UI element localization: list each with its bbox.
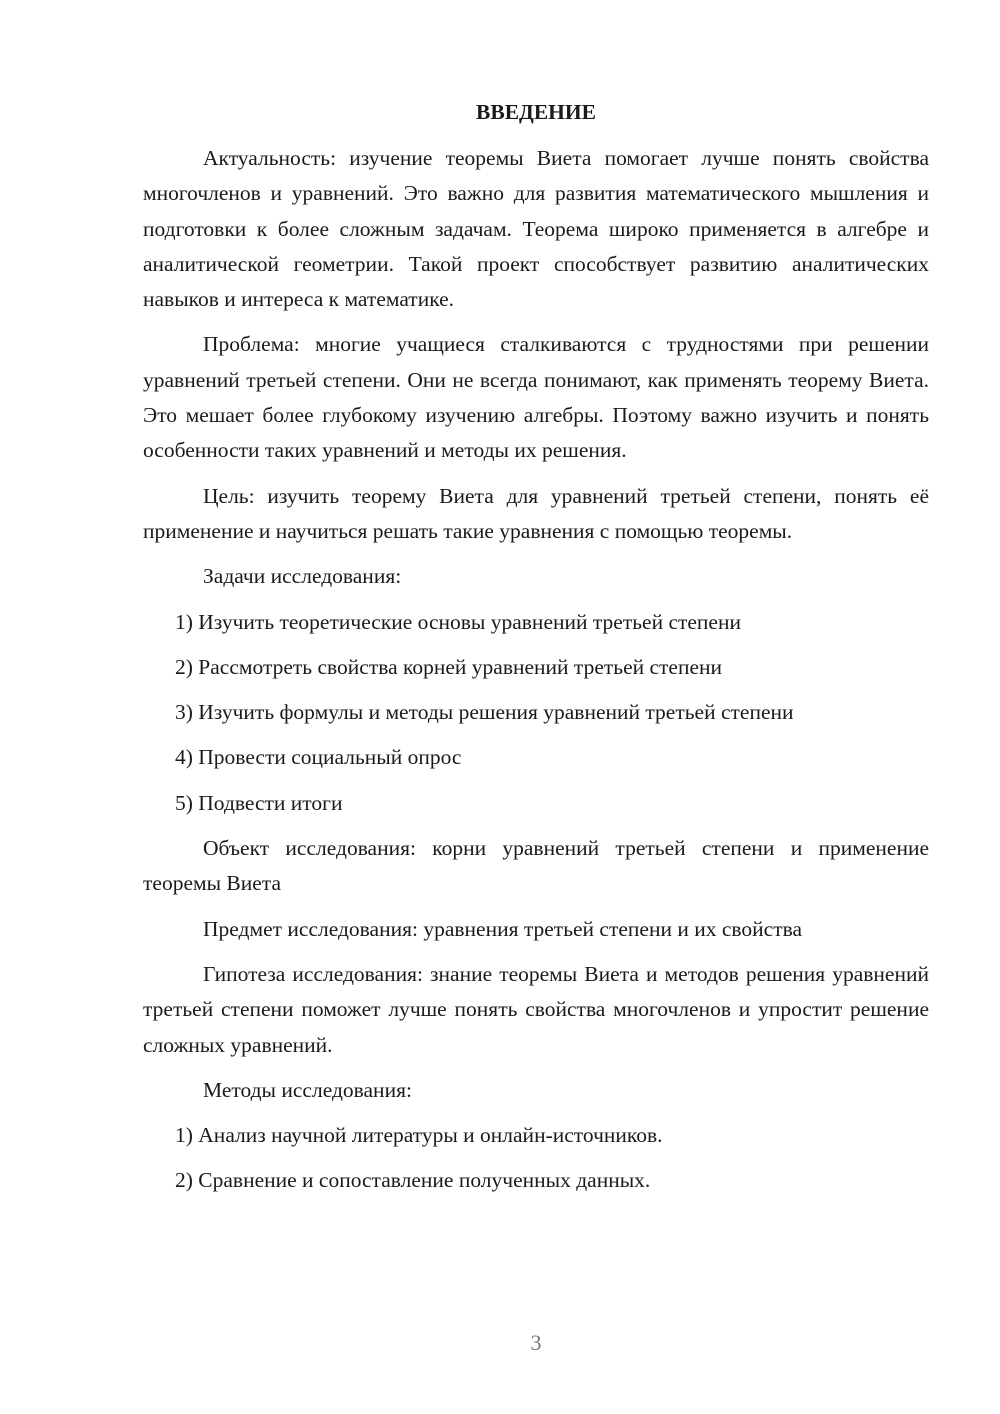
list-item: 5) Подвести итоги [175,790,343,815]
list-item: 1) Изучить теоретические основы уравнений третьей степени [175,609,741,634]
tasks-heading: Задачи исследования: [203,564,402,589]
methods-heading: Методы исследования: [203,1077,412,1102]
list-item: 1) Анализ научной литературы и онлайн-источников. [175,1123,663,1148]
list-item: 3) Изучить формулы и методы решения уравнений третьей степени [175,700,794,725]
page-title: ВВЕДЕНИЕ [476,100,596,124]
hypothesis-paragraph: Гипотеза исследования: знание теоремы Виета и методов решения уравнений третьей степени поможет лучше понять свойства многочленов и упростит решение сложных уравнений. [143,961,929,1057]
goal-paragraph: Цель: изучить теорему Виета для уравнений третьей степени, понять её применение и научиться решать такие уравнения с помощью теоремы. [143,483,929,543]
methods-list [143,1118,929,1199]
list-item: 2) Рассмотреть свойства корней уравнений третьей степени [175,654,723,679]
tasks-list [143,605,929,821]
list-item: 4) Провести социальный опрос [175,745,462,770]
relevance-paragraph: Актуальность: изучение теоремы Виета помогает лучше понять свойства многочленов и уравнений. Это важно для развития математического мышления и подготовки к более сложным задачам. Теорема широко применяется в алгебре и аналитической геометрии. Такой проект способствует развитию аналитических навыков и интереса к математике. [143,146,929,312]
page-number: 3 [530,1330,542,1355]
problem-paragraph: Проблема: многие учащиеся сталкиваются с трудностями при решении уравнений третьей степени. Они не всегда понимают, как применять теорему Виета. Это мешает более глубокому изучению алгебры. Поэтому важно изучить и понять особенности таких уравнений и методы их решения. [143,332,929,463]
subject-paragraph: Предмет исследования: уравнения третьей степени и их свойства [203,916,802,941]
list-item: 2) Сравнение и сопоставление полученных данных. [175,1168,651,1193]
object-paragraph: Объект исследования: корни уравнений третьей степени и применение теоремы Виета [143,836,929,896]
document-page [143,95,929,1209]
